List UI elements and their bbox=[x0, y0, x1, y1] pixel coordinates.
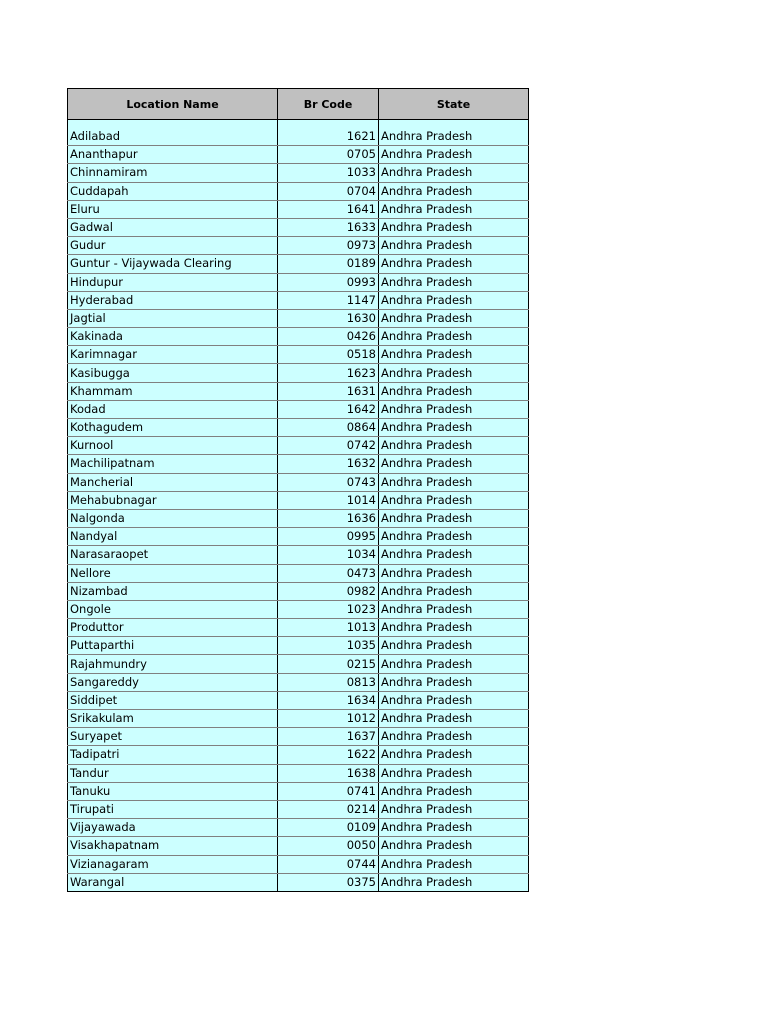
table-row bbox=[68, 218, 529, 236]
spacer-cell bbox=[68, 120, 278, 129]
location-name-cell: Mancherial bbox=[68, 473, 278, 491]
table-row bbox=[68, 455, 529, 473]
state-cell: Andhra Pradesh bbox=[379, 328, 529, 346]
location-name-cell: Adilabad bbox=[68, 128, 278, 146]
location-name-cell: Kakinada bbox=[68, 328, 278, 346]
br-code-cell: 1034 bbox=[278, 546, 379, 564]
table-row bbox=[68, 728, 529, 746]
table-row bbox=[68, 746, 529, 764]
table-row bbox=[68, 546, 529, 564]
br-code-cell: 0744 bbox=[278, 855, 379, 873]
br-code-cell: 1634 bbox=[278, 691, 379, 709]
state-cell: Andhra Pradesh bbox=[379, 764, 529, 782]
table-row bbox=[68, 273, 529, 291]
location-name-cell: Nellore bbox=[68, 564, 278, 582]
table-row bbox=[68, 291, 529, 309]
table-row bbox=[68, 182, 529, 200]
location-name-cell: Tadipatri bbox=[68, 746, 278, 764]
table-row bbox=[68, 655, 529, 673]
table-row bbox=[68, 400, 529, 418]
table-row bbox=[68, 600, 529, 618]
br-code-cell: 0864 bbox=[278, 419, 379, 437]
location-name-cell: Tirupati bbox=[68, 800, 278, 818]
br-code-cell: 1023 bbox=[278, 600, 379, 618]
br-code-cell: 1636 bbox=[278, 509, 379, 527]
table-row bbox=[68, 128, 529, 146]
state-cell: Andhra Pradesh bbox=[379, 546, 529, 564]
table-row bbox=[68, 673, 529, 691]
state-cell: Andhra Pradesh bbox=[379, 382, 529, 400]
br-code-cell: 0704 bbox=[278, 182, 379, 200]
table-row bbox=[68, 164, 529, 182]
br-code-cell: 1631 bbox=[278, 382, 379, 400]
state-cell: Andhra Pradesh bbox=[379, 873, 529, 891]
state-cell: Andhra Pradesh bbox=[379, 182, 529, 200]
location-name-cell: Visakhapatnam bbox=[68, 837, 278, 855]
table-row bbox=[68, 819, 529, 837]
br-code-cell: 1642 bbox=[278, 400, 379, 418]
location-name-cell: Eluru bbox=[68, 200, 278, 218]
location-name-cell: Nalgonda bbox=[68, 509, 278, 527]
br-code-cell: 1623 bbox=[278, 364, 379, 382]
table-row bbox=[68, 346, 529, 364]
state-cell: Andhra Pradesh bbox=[379, 619, 529, 637]
table-row bbox=[68, 309, 529, 327]
state-cell: Andhra Pradesh bbox=[379, 637, 529, 655]
state-cell: Andhra Pradesh bbox=[379, 655, 529, 673]
location-name-cell: Kasibugga bbox=[68, 364, 278, 382]
table-row bbox=[68, 491, 529, 509]
location-name-cell: Gadwal bbox=[68, 218, 278, 236]
location-name-cell: Mehabubnagar bbox=[68, 491, 278, 509]
location-name-cell: Produttor bbox=[68, 619, 278, 637]
state-cell: Andhra Pradesh bbox=[379, 291, 529, 309]
branch-code-sheet bbox=[67, 88, 528, 892]
br-code-cell: 0995 bbox=[278, 528, 379, 546]
br-code-cell: 1637 bbox=[278, 728, 379, 746]
state-cell: Andhra Pradesh bbox=[379, 419, 529, 437]
location-name-cell: Kurnool bbox=[68, 437, 278, 455]
state-cell: Andhra Pradesh bbox=[379, 146, 529, 164]
state-cell: Andhra Pradesh bbox=[379, 728, 529, 746]
state-cell: Andhra Pradesh bbox=[379, 564, 529, 582]
br-code-cell: 0973 bbox=[278, 237, 379, 255]
br-code-cell: 1633 bbox=[278, 218, 379, 236]
br-code-cell: 0050 bbox=[278, 837, 379, 855]
state-cell: Andhra Pradesh bbox=[379, 600, 529, 618]
br-code-cell: 1632 bbox=[278, 455, 379, 473]
location-name-cell: Ananthapur bbox=[68, 146, 278, 164]
table-row bbox=[68, 328, 529, 346]
table-row bbox=[68, 528, 529, 546]
state-cell: Andhra Pradesh bbox=[379, 855, 529, 873]
table-row bbox=[68, 437, 529, 455]
location-name-cell: Chinnamiram bbox=[68, 164, 278, 182]
header-state: State bbox=[379, 89, 529, 120]
header-location-name: Location Name bbox=[68, 89, 278, 120]
br-code-cell: 0518 bbox=[278, 346, 379, 364]
br-code-cell: 1033 bbox=[278, 164, 379, 182]
header-br-code: Br Code bbox=[278, 89, 379, 120]
spacer-cell bbox=[379, 120, 529, 129]
state-cell: Andhra Pradesh bbox=[379, 400, 529, 418]
table-row bbox=[68, 509, 529, 527]
location-name-cell: Guntur - Vijaywada Clearing bbox=[68, 255, 278, 273]
location-name-cell: Hyderabad bbox=[68, 291, 278, 309]
table-row bbox=[68, 691, 529, 709]
br-code-cell: 1630 bbox=[278, 309, 379, 327]
state-cell: Andhra Pradesh bbox=[379, 164, 529, 182]
state-cell: Andhra Pradesh bbox=[379, 455, 529, 473]
location-name-cell: Karimnagar bbox=[68, 346, 278, 364]
location-name-cell: Vizianagaram bbox=[68, 855, 278, 873]
location-name-cell: Nandyal bbox=[68, 528, 278, 546]
location-name-cell: Kodad bbox=[68, 400, 278, 418]
location-name-cell: Warangal bbox=[68, 873, 278, 891]
state-cell: Andhra Pradesh bbox=[379, 237, 529, 255]
table-row bbox=[68, 255, 529, 273]
br-code-cell: 1012 bbox=[278, 710, 379, 728]
br-code-cell: 0743 bbox=[278, 473, 379, 491]
location-name-cell: Suryapet bbox=[68, 728, 278, 746]
location-name-cell: Cuddapah bbox=[68, 182, 278, 200]
state-cell: Andhra Pradesh bbox=[379, 364, 529, 382]
br-code-cell: 1622 bbox=[278, 746, 379, 764]
table-row bbox=[68, 637, 529, 655]
location-name-cell: Puttaparthi bbox=[68, 637, 278, 655]
location-name-cell: Nizambad bbox=[68, 582, 278, 600]
br-code-cell: 0993 bbox=[278, 273, 379, 291]
location-name-cell: Ongole bbox=[68, 600, 278, 618]
table-row bbox=[68, 855, 529, 873]
table-row bbox=[68, 764, 529, 782]
table-row bbox=[68, 800, 529, 818]
br-code-cell: 0109 bbox=[278, 819, 379, 837]
br-code-cell: 0426 bbox=[278, 328, 379, 346]
table-row bbox=[68, 200, 529, 218]
state-cell: Andhra Pradesh bbox=[379, 746, 529, 764]
location-name-cell: Gudur bbox=[68, 237, 278, 255]
location-name-cell: Siddipet bbox=[68, 691, 278, 709]
br-code-cell: 1638 bbox=[278, 764, 379, 782]
br-code-cell: 0214 bbox=[278, 800, 379, 818]
state-cell: Andhra Pradesh bbox=[379, 837, 529, 855]
state-cell: Andhra Pradesh bbox=[379, 255, 529, 273]
state-cell: Andhra Pradesh bbox=[379, 782, 529, 800]
table-row bbox=[68, 837, 529, 855]
table-row bbox=[68, 419, 529, 437]
location-name-cell: Hindupur bbox=[68, 273, 278, 291]
br-code-cell: 0215 bbox=[278, 655, 379, 673]
table-row bbox=[68, 873, 529, 891]
state-cell: Andhra Pradesh bbox=[379, 673, 529, 691]
br-code-cell: 0742 bbox=[278, 437, 379, 455]
table-row bbox=[68, 782, 529, 800]
spacer-cell bbox=[278, 120, 379, 129]
state-cell: Andhra Pradesh bbox=[379, 346, 529, 364]
state-cell: Andhra Pradesh bbox=[379, 800, 529, 818]
state-cell: Andhra Pradesh bbox=[379, 582, 529, 600]
table-row bbox=[68, 582, 529, 600]
state-cell: Andhra Pradesh bbox=[379, 273, 529, 291]
state-cell: Andhra Pradesh bbox=[379, 710, 529, 728]
table-row bbox=[68, 237, 529, 255]
location-name-cell: Tandur bbox=[68, 764, 278, 782]
br-code-cell: 1035 bbox=[278, 637, 379, 655]
location-name-cell: Khammam bbox=[68, 382, 278, 400]
location-name-cell: Sangareddy bbox=[68, 673, 278, 691]
header-row bbox=[68, 89, 529, 120]
table-row bbox=[68, 710, 529, 728]
location-name-cell: Srikakulam bbox=[68, 710, 278, 728]
location-name-cell: Rajahmundry bbox=[68, 655, 278, 673]
state-cell: Andhra Pradesh bbox=[379, 128, 529, 146]
branch-table bbox=[67, 88, 529, 892]
br-code-cell: 1013 bbox=[278, 619, 379, 637]
table-row bbox=[68, 382, 529, 400]
table-row bbox=[68, 473, 529, 491]
br-code-cell: 0982 bbox=[278, 582, 379, 600]
table-body bbox=[68, 120, 529, 892]
br-code-cell: 0705 bbox=[278, 146, 379, 164]
state-cell: Andhra Pradesh bbox=[379, 200, 529, 218]
table-row bbox=[68, 146, 529, 164]
location-name-cell: Vijayawada bbox=[68, 819, 278, 837]
br-code-cell: 0813 bbox=[278, 673, 379, 691]
br-code-cell: 1641 bbox=[278, 200, 379, 218]
spacer-row bbox=[68, 120, 529, 129]
br-code-cell: 1014 bbox=[278, 491, 379, 509]
state-cell: Andhra Pradesh bbox=[379, 819, 529, 837]
table-row bbox=[68, 564, 529, 582]
br-code-cell: 1147 bbox=[278, 291, 379, 309]
br-code-cell: 0189 bbox=[278, 255, 379, 273]
br-code-cell: 0375 bbox=[278, 873, 379, 891]
location-name-cell: Kothagudem bbox=[68, 419, 278, 437]
location-name-cell: Narasaraopet bbox=[68, 546, 278, 564]
state-cell: Andhra Pradesh bbox=[379, 491, 529, 509]
br-code-cell: 1621 bbox=[278, 128, 379, 146]
state-cell: Andhra Pradesh bbox=[379, 309, 529, 327]
table-row bbox=[68, 619, 529, 637]
br-code-cell: 0741 bbox=[278, 782, 379, 800]
location-name-cell: Tanuku bbox=[68, 782, 278, 800]
state-cell: Andhra Pradesh bbox=[379, 528, 529, 546]
table-row bbox=[68, 364, 529, 382]
state-cell: Andhra Pradesh bbox=[379, 473, 529, 491]
location-name-cell: Jagtial bbox=[68, 309, 278, 327]
state-cell: Andhra Pradesh bbox=[379, 437, 529, 455]
br-code-cell: 0473 bbox=[278, 564, 379, 582]
location-name-cell: Machilipatnam bbox=[68, 455, 278, 473]
state-cell: Andhra Pradesh bbox=[379, 691, 529, 709]
state-cell: Andhra Pradesh bbox=[379, 509, 529, 527]
state-cell: Andhra Pradesh bbox=[379, 218, 529, 236]
